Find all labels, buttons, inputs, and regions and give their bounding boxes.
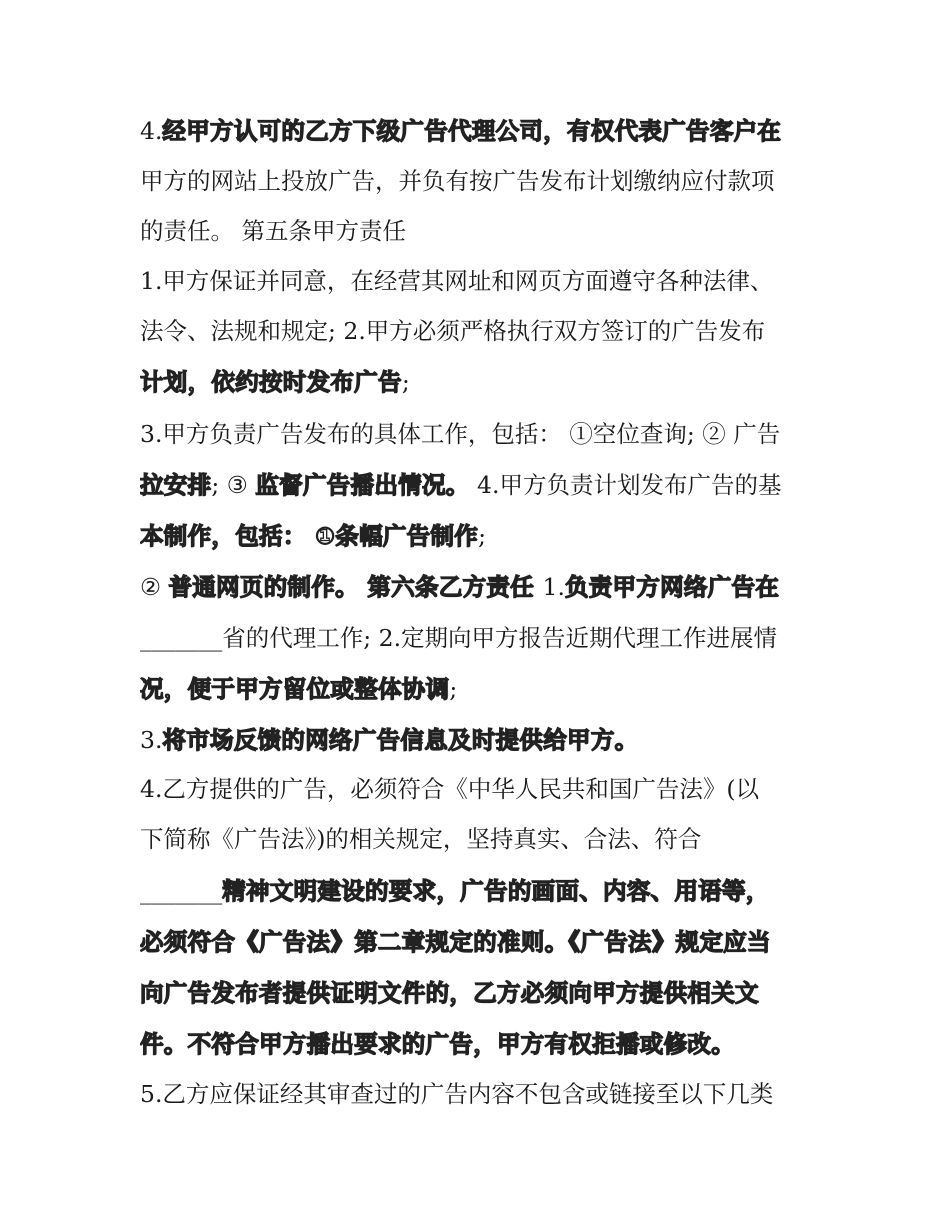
text-line [140,1019,820,1069]
text-line [140,511,820,561]
text-line [140,715,820,765]
text-line [140,968,820,1018]
text-run: 向广告发布者提供证明文件的，乙方必须向甲方提供相关文 [140,979,759,1007]
text-run: 普通网页的制作。 第六条乙方责任 [168,573,543,601]
text-run: 本制作，包括： ①条幅广告制作 [140,522,479,550]
text-run: 的责任。 第五条甲方责任 [140,217,406,245]
text-run: _______ [140,877,223,905]
text-run: 甲方的网站上投放广告，并负有按广告发布计划缴纳应付款项 [140,167,775,195]
text-run: 将市场反馈的网络广告信息及时提供给甲方。 [162,726,639,754]
text-run: 法令、法规和规定; 2.甲方必须严格执行双方签订的广告发布 [140,317,766,345]
text-line [140,306,820,356]
text-run: 4.甲方负责计划发布广告的基 [469,471,782,499]
text-line [140,156,820,206]
text-run: ; ③ [211,471,256,499]
text-line [140,664,820,714]
text-line [140,106,820,156]
text-line [140,409,820,459]
text-line [140,206,820,256]
text-run: 3. [140,726,163,754]
text-run: _______省的代理工作; 2.定期向甲方报告近期代理工作进展情 [140,624,778,652]
text-run: 1.甲方保证并同意，在经营其网址和网页方面遵守各种法律、 [140,267,774,295]
text-run: ; [449,675,458,703]
text-line [140,917,820,967]
text-run: 负责甲方网络广告在 [564,573,780,601]
text-line [140,613,820,663]
text-run: 精神文明建设的要求，广告的画面、内容、用语等， [222,877,770,905]
text-run: 1. [542,573,565,601]
text-line [140,866,820,916]
text-line [140,814,820,864]
text-run: 件。不符合甲方播出要求的广告，甲方有权拒播或修改。 [140,1030,735,1058]
text-run: ; [478,522,486,550]
text-run: 必须符合《广告法》第二章规定的准则。《广告法》规定应当 [140,928,771,956]
text-run: 监督广告播出情况。 [255,471,470,499]
text-run: 下简称《广告法》)的相关规定，坚持真实、合法、符合 [140,825,702,853]
text-line [140,460,820,510]
text-run: ② [140,573,169,601]
text-run: ; [401,368,410,396]
text-run: 3.甲方负责广告发布的具体工作，包括： ①空位查询; ② 广告 [140,420,781,448]
text-line [140,1069,820,1119]
text-run: 经甲方认可的乙方下级广告代理公司，有权代表广告客户在 [162,117,782,145]
text-line [140,256,820,306]
text-run: 4.乙方提供的广告，必须符合《中华人民共和国广告法》(以 [140,775,760,803]
text-line [140,562,820,612]
text-line [140,764,820,814]
text-run: 计划，依约按时发布广告 [140,368,402,396]
text-run: 4. [140,117,163,145]
text-run: 5.乙方应保证经其审查过的广告内容不包含或链接至以下几类 [140,1080,774,1108]
text-run: 拉安排 [140,471,212,499]
text-run: 况，便于甲方留位或整体协调 [140,675,450,703]
text-line [140,357,820,407]
